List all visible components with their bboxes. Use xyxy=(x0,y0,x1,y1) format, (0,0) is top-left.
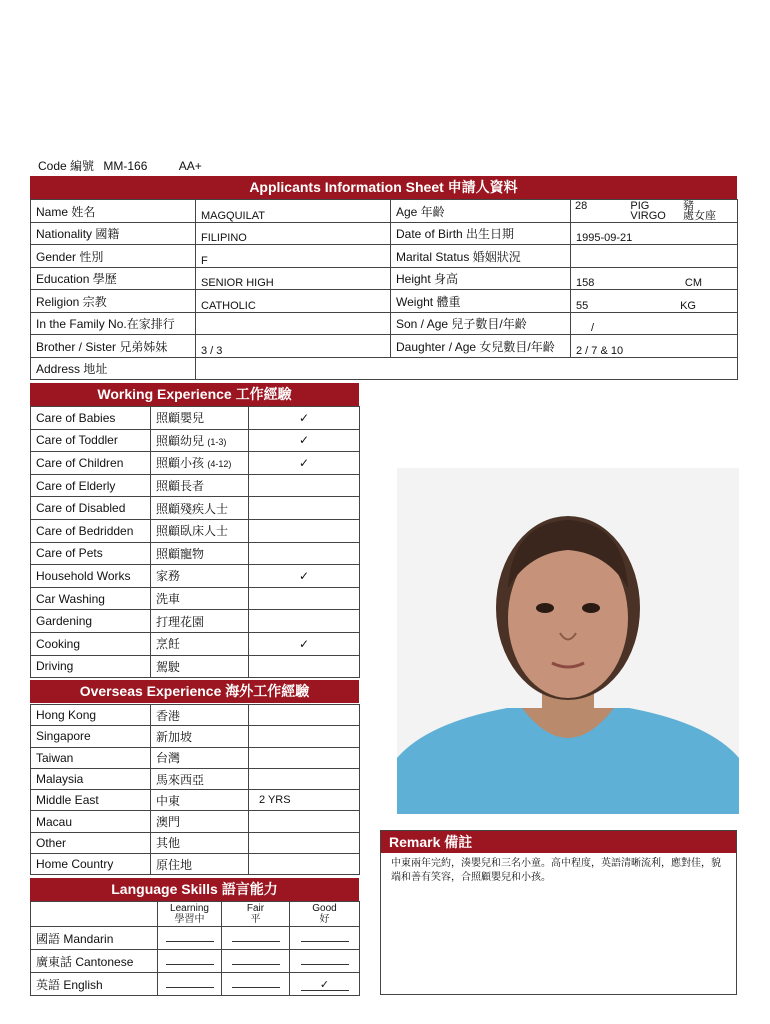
work-row xyxy=(31,429,360,452)
work-item-cn xyxy=(151,565,249,588)
work-item-cn-text: 照顧臥床人士 xyxy=(156,524,229,539)
work-item-en: Gardening xyxy=(31,610,151,633)
work-row xyxy=(31,407,360,430)
overseas-row xyxy=(31,832,360,853)
language-fair-mark xyxy=(232,954,280,965)
dob-label: Date of Birth 出生日期 xyxy=(391,223,571,245)
work-row xyxy=(31,542,360,565)
work-item-check xyxy=(249,542,360,565)
overseas-country-en: Home Country xyxy=(31,854,151,875)
work-row xyxy=(31,632,360,655)
work-item-cn xyxy=(151,610,249,633)
overseas-duration xyxy=(249,854,360,875)
language-good-mark xyxy=(301,954,349,965)
overseas-duration xyxy=(249,811,360,832)
work-item-cn-text: 照顧殘疾人士 xyxy=(156,501,229,516)
language-good-cell xyxy=(290,927,360,950)
remark-title: Remark 備註 xyxy=(381,831,736,853)
language-good-cell xyxy=(290,950,360,973)
weight-label: Weight 體重 xyxy=(391,290,571,313)
siblings-value: 3 / 3 xyxy=(196,335,391,358)
work-row xyxy=(31,565,360,588)
overseas-country-cn: 香港 xyxy=(151,705,249,726)
language-table xyxy=(30,901,360,996)
language-row xyxy=(31,973,360,996)
nationality-label: Nationality 國籍 xyxy=(31,223,196,245)
work-item-en: Household Works xyxy=(31,565,151,588)
work-item-cn xyxy=(151,429,249,452)
height-value: 158 xyxy=(576,277,595,289)
work-item-en: Care of Pets xyxy=(31,542,151,565)
overseas-row xyxy=(31,768,360,789)
zodiac-sign-cn: 處女座 xyxy=(682,210,716,222)
education-value: SENIOR HIGH xyxy=(196,268,391,290)
work-item-cn-text: 家務 xyxy=(156,569,181,584)
level-fair-cn: 平 xyxy=(250,914,261,925)
level-good xyxy=(290,902,360,927)
overseas-duration xyxy=(249,832,360,853)
overseas-duration xyxy=(249,726,360,747)
overseas-country-en: Malaysia xyxy=(31,768,151,789)
work-item-en: Care of Bedridden xyxy=(31,519,151,542)
language-fair-cell xyxy=(222,950,290,973)
overseas-duration xyxy=(249,747,360,768)
overseas-row xyxy=(31,726,360,747)
work-item-cn xyxy=(151,587,249,610)
age-value: 28 xyxy=(575,200,588,212)
weight-unit: KG xyxy=(680,300,696,312)
gender-value: F xyxy=(196,245,391,268)
height-cell xyxy=(571,268,738,290)
religion-label: Religion 宗教 xyxy=(31,290,196,313)
language-learning-mark xyxy=(166,977,214,988)
work-item-check xyxy=(249,610,360,633)
work-item-en: Cooking xyxy=(31,632,151,655)
education-label: Education 學歷 xyxy=(31,268,196,290)
name-value: MAGQUILAT xyxy=(196,200,391,223)
daughter-label: Daughter / Age 女兒數目/年齡 xyxy=(391,335,571,358)
work-row xyxy=(31,655,360,678)
religion-value: CATHOLIC xyxy=(196,290,391,313)
work-item-cn-text: 洗車 xyxy=(156,592,181,607)
overseas-title: Overseas Experience 海外工作經驗 xyxy=(30,680,359,703)
overseas-country-cn: 澳門 xyxy=(151,811,249,832)
marital-value xyxy=(571,245,738,268)
language-name: 英語 English xyxy=(31,973,158,996)
overseas-row xyxy=(31,811,360,832)
level-good-cn: 好 xyxy=(319,914,330,925)
code-label: Code 編號 xyxy=(38,159,95,173)
language-learning-mark xyxy=(166,931,214,942)
sheet-title: Applicants Information Sheet 申請人資料 xyxy=(30,176,737,199)
remark-text: 中東兩年完約，湊嬰兒和三名小童。高中程度，英語清晰流利，應對佳，貌端和善有笑容，合照顧嬰兒和小孩。 xyxy=(391,858,721,883)
work-item-cn xyxy=(151,542,249,565)
work-item-cn xyxy=(151,407,249,430)
portrait-illustration xyxy=(397,468,739,814)
siblings-label: Brother / Sister 兄弟姊妹 xyxy=(31,335,196,358)
overseas-country-en: Singapore xyxy=(31,726,151,747)
level-learning-en: Learning xyxy=(170,903,209,914)
work-table xyxy=(30,406,360,678)
level-fair-en: Fair xyxy=(246,903,265,914)
overseas-duration: 2 YRS xyxy=(249,790,360,811)
overseas-row xyxy=(31,705,360,726)
language-learning-mark xyxy=(166,954,214,965)
work-row xyxy=(31,519,360,542)
height-label: Height 身高 xyxy=(391,268,571,290)
overseas-table xyxy=(30,704,360,875)
code-number: MM-166 xyxy=(103,159,148,173)
overseas-duration xyxy=(249,705,360,726)
work-item-check: ✓ xyxy=(249,632,360,655)
level-fair xyxy=(222,902,290,927)
work-item-check: ✓ xyxy=(249,452,360,475)
remark-box xyxy=(380,830,737,995)
work-item-cn-text: 照顧長者 xyxy=(156,479,205,494)
overseas-country-cn: 原住地 xyxy=(151,854,249,875)
overseas-row xyxy=(31,790,360,811)
dob-value: 1995-09-21 xyxy=(571,223,738,245)
work-item-check: ✓ xyxy=(249,565,360,588)
language-name: 國語 Mandarin xyxy=(31,927,158,950)
code-grade: AA+ xyxy=(178,159,202,173)
applicant-photo xyxy=(397,468,739,814)
work-item-en: Care of Children xyxy=(31,452,151,475)
overseas-country-cn: 新加坡 xyxy=(151,726,249,747)
work-row xyxy=(31,610,360,633)
family-label: In the Family No.在家排行 xyxy=(31,313,196,335)
info-table xyxy=(30,199,738,380)
weight-value: 55 xyxy=(576,300,589,312)
work-item-en: Care of Babies xyxy=(31,407,151,430)
work-item-age-range: (4-12) xyxy=(207,459,232,470)
work-title: Working Experience 工作經驗 xyxy=(30,383,359,406)
family-value xyxy=(196,313,391,335)
zodiac-sign: VIRGO xyxy=(630,210,666,222)
overseas-country-en: Other xyxy=(31,832,151,853)
work-item-cn-text: 照顧寵物 xyxy=(156,546,205,561)
work-item-check xyxy=(249,655,360,678)
zodiac-animal: PIG xyxy=(630,200,650,212)
work-row xyxy=(31,452,360,475)
work-item-cn-text: 照顧小孩 xyxy=(156,456,205,471)
overseas-country-cn: 馬來西亞 xyxy=(151,768,249,789)
age-label: Age 年齡 xyxy=(391,200,571,223)
work-item-en: Care of Disabled xyxy=(31,497,151,520)
language-head-blank xyxy=(31,902,158,927)
work-item-en: Care of Elderly xyxy=(31,474,151,497)
name-label: Name 姓名 xyxy=(31,200,196,223)
work-item-cn-text: 駕駛 xyxy=(156,659,181,674)
language-learning-cell xyxy=(158,950,222,973)
address-label: Address 地址 xyxy=(31,358,196,380)
work-item-check: ✓ xyxy=(249,407,360,430)
son-label: Son / Age 兒子數目/年齡 xyxy=(391,313,571,335)
work-item-check xyxy=(249,519,360,542)
overseas-country-en: Macau xyxy=(31,811,151,832)
work-item-cn xyxy=(151,655,249,678)
work-item-cn xyxy=(151,452,249,475)
level-learning-cn: 學習中 xyxy=(174,914,205,925)
age-cell xyxy=(571,200,738,223)
overseas-row xyxy=(31,854,360,875)
work-item-cn-text: 打理花園 xyxy=(156,614,205,629)
work-item-en: Car Washing xyxy=(31,587,151,610)
language-fair-cell xyxy=(222,927,290,950)
overseas-row xyxy=(31,747,360,768)
son-value: / xyxy=(571,313,738,335)
level-learning xyxy=(158,902,222,927)
work-item-cn xyxy=(151,474,249,497)
work-item-cn xyxy=(151,497,249,520)
zodiac-animal-cn: 豬 xyxy=(682,200,694,212)
code-line xyxy=(38,157,208,174)
work-row xyxy=(31,587,360,610)
work-row xyxy=(31,474,360,497)
work-item-check: ✓ xyxy=(249,429,360,452)
language-fair-mark xyxy=(232,977,280,988)
work-item-cn-text: 照顧嬰兒 xyxy=(156,411,205,426)
language-good-cell xyxy=(290,973,360,996)
overseas-country-en: Hong Kong xyxy=(31,705,151,726)
weight-cell xyxy=(571,290,738,313)
work-item-en: Care of Toddler xyxy=(31,429,151,452)
overseas-country-en: Taiwan xyxy=(31,747,151,768)
language-title: Language Skills 語言能力 xyxy=(30,878,359,901)
daughter-value: 2 / 7 & 10 xyxy=(571,335,738,358)
work-item-en: Driving xyxy=(31,655,151,678)
nationality-value: FILIPINO xyxy=(196,223,391,245)
language-name: 廣東話 Cantonese xyxy=(31,950,158,973)
overseas-country-cn: 台灣 xyxy=(151,747,249,768)
work-item-cn xyxy=(151,632,249,655)
language-learning-cell xyxy=(158,973,222,996)
language-good-mark xyxy=(301,931,349,942)
work-item-cn xyxy=(151,519,249,542)
marital-label: Marital Status 婚姻狀況 xyxy=(391,245,571,268)
overseas-country-cn: 中東 xyxy=(151,790,249,811)
overseas-duration xyxy=(249,768,360,789)
language-row xyxy=(31,950,360,973)
work-item-age-range: (1-3) xyxy=(207,436,227,447)
overseas-country-en: Middle East xyxy=(31,790,151,811)
language-learning-cell xyxy=(158,927,222,950)
work-item-cn-text: 烹飪 xyxy=(156,637,181,652)
address-value xyxy=(196,358,738,380)
language-good-mark: ✓ xyxy=(301,980,349,991)
gender-label: Gender 性別 xyxy=(31,245,196,268)
work-item-cn-text: 照顧幼兒 xyxy=(156,433,205,448)
work-item-check xyxy=(249,497,360,520)
overseas-country-cn: 其他 xyxy=(151,832,249,853)
language-fair-cell xyxy=(222,973,290,996)
work-item-check xyxy=(249,474,360,497)
work-row xyxy=(31,497,360,520)
language-fair-mark xyxy=(232,931,280,942)
level-good-en: Good xyxy=(312,903,337,914)
language-row xyxy=(31,927,360,950)
height-unit: CM xyxy=(684,277,702,289)
work-item-check xyxy=(249,587,360,610)
